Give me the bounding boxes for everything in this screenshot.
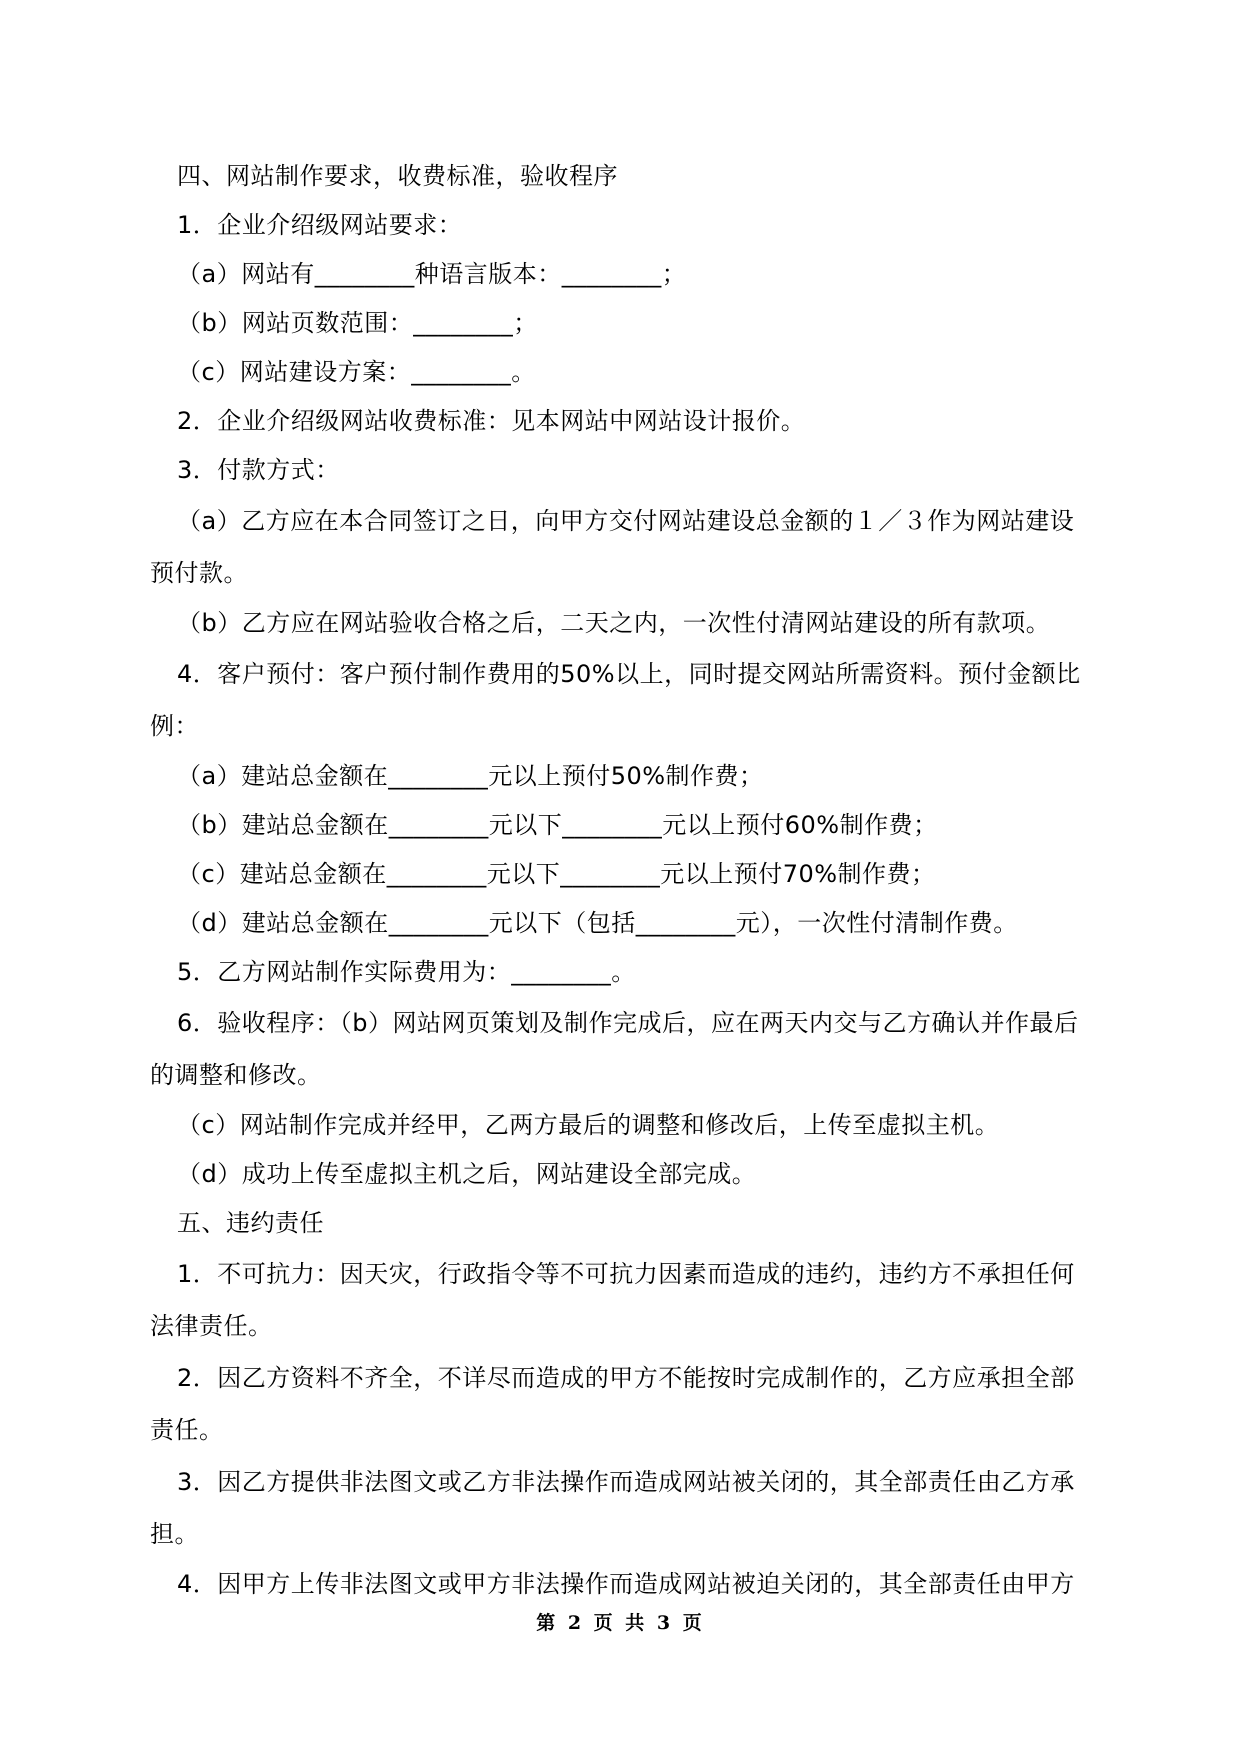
clause-4-6-d: （d）成功上传至虚拟主机之后，网站建设全部完成。 <box>177 1160 757 1188</box>
clause-4-3-a: （a）乙方应在本合同签订之日，向甲方交付网站建设总金额的１／３作为网站建设预付款。 <box>150 507 1075 587</box>
section-heading-4: 四、网站制作要求，收费标准，验收程序 <box>177 162 618 190</box>
clause-4-3: 3．付款方式： <box>177 456 340 484</box>
clause-4-1: 1．企业介绍级网站要求： <box>177 211 463 239</box>
clause-4-3-b: （b）乙方应在网站验收合格之后，二天之内，一次性付清网站建设的所有款项。 <box>177 609 1051 637</box>
clause-5-3: 3．因乙方提供非法图文或乙方非法操作而造成网站被关闭的，其全部责任由乙方承担。 <box>150 1468 1075 1548</box>
clause-4-2: 2．企业介绍级网站收费标准：见本网站中网站设计报价。 <box>177 407 806 435</box>
clause-4-4: 4．客户预付：客户预付制作费用的50%以上，同时提交网站所需资料。预付金额比例： <box>150 660 1081 740</box>
clause-4-5: 5．乙方网站制作实际费用为：________。 <box>177 958 636 986</box>
clause-4-1-c: （c）网站建设方案：________。 <box>177 358 536 386</box>
clause-5-4: 4．因甲方上传非法图文或甲方非法操作而造成网站被迫关闭的，其全部责任由甲方 <box>177 1570 1075 1598</box>
clause-4-6-c: （c）网站制作完成并经甲，乙两方最后的调整和修改后，上传至虚拟主机。 <box>177 1111 1000 1139</box>
clause-4-1-a: （a）网站有________种语言版本：________； <box>177 260 687 288</box>
clause-5-1: 1．不可抗力：因天灾，行政指令等不可抗力因素而造成的违约，违约方不承担任何法律责任。 <box>150 1260 1075 1340</box>
clause-4-4-a: （a）建站总金额在________元以上预付50%制作费； <box>177 762 764 790</box>
section-heading-5: 五、违约责任 <box>177 1209 324 1237</box>
clause-4-1-b: （b）网站页数范围：________； <box>177 309 538 337</box>
page-number-footer: 第 2 页 共 3 页 <box>536 1612 705 1634</box>
clause-4-6: 6．验收程序：（b）网站网页策划及制作完成后，应在两天内交与乙方确认并作最后的调整和修改。 <box>150 1009 1079 1089</box>
document-body <box>150 152 1090 1609</box>
clause-4-4-d: （d）建站总金额在________元以下（包括________元），一次性付清制作费。 <box>177 909 1018 937</box>
clause-4-4-b: （b）建站总金额在________元以下________元以上预付60%制作费； <box>177 811 938 839</box>
clause-5-2: 2．因乙方资料不齐全，不详尽而造成的甲方不能按时完成制作的，乙方应承担全部责任。 <box>150 1364 1075 1444</box>
clause-4-4-c: （c）建站总金额在________元以下________元以上预付70%制作费； <box>177 860 936 888</box>
